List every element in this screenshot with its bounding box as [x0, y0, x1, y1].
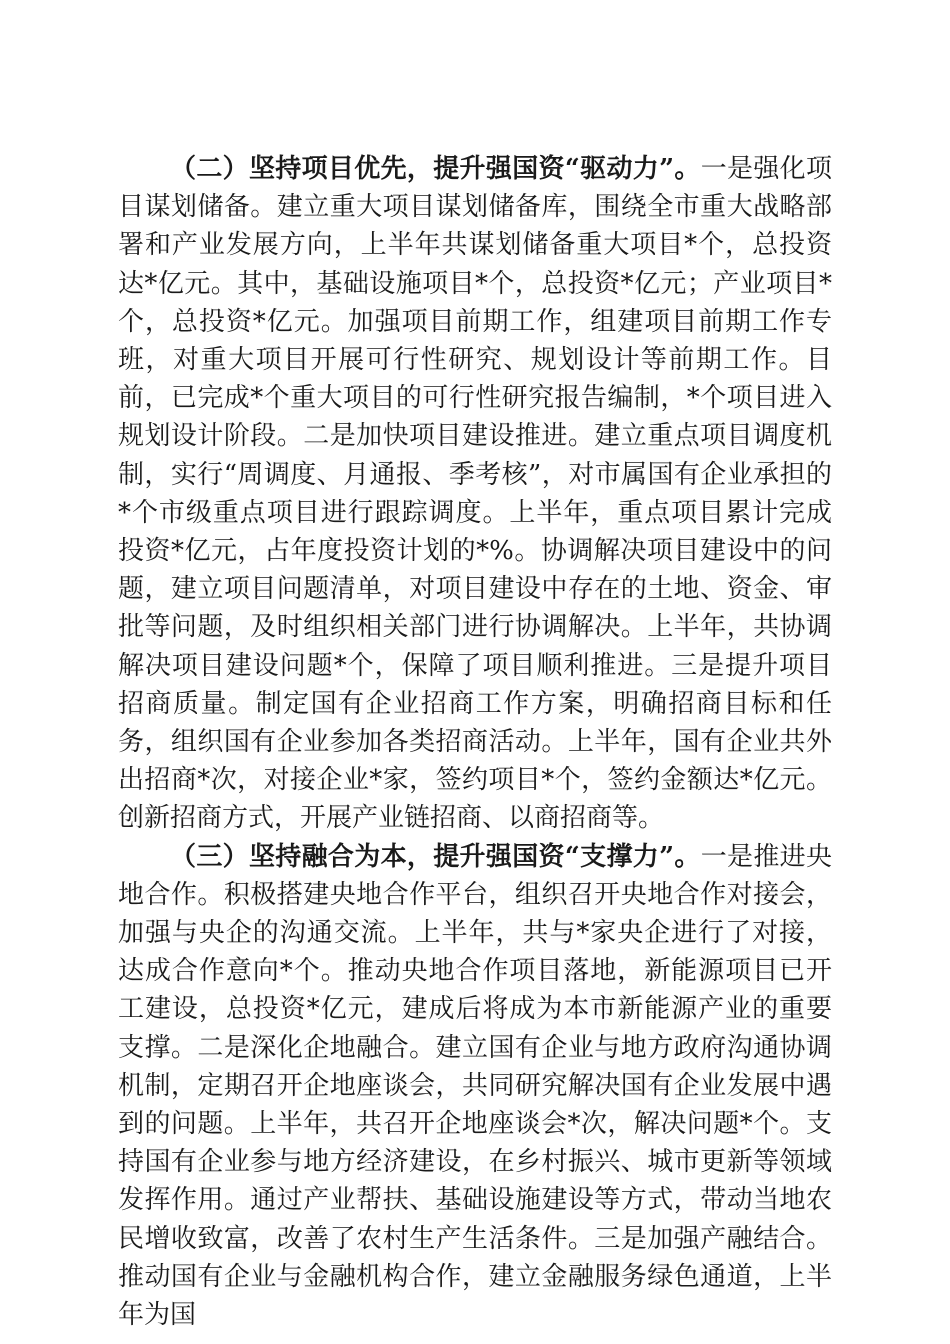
- paragraph-text: 一是推进央地合作。积极搭建央地合作平台，组织召开央地合作对接会，加强与央企的沟通交流。上半年，共与*家央企进行了对接，达成合作意向*个。推动央地合作项目落地，新能源项目已开工建设，总投资*亿元，建成后将成为本市新能源产业的重要支撑。二是深化企地融合。建立国有企业与地方政府沟通协调机制，定期召开企地座谈会，共同研究解决国有企业发展中遇到的问题。上半年，共召开企地座谈会*次，解决问题*个。支持国有企业参与地方经济建设，在乡村振兴、城市更新等领域发挥作用。通过产业帮扶、基础设施建设等方式，带动当地农民增收致富，改善了农村生产生活条件。三是加强产融结合。推动国有企业与金融机构合作，建立金融服务绿色通道，上半年为国: [118, 841, 832, 1331]
- paragraph-integration: [118, 838, 832, 1335]
- paragraph-project-priority: [118, 150, 832, 838]
- paragraph-text: 一是强化项目谋划储备。建立重大项目谋划储备库，围绕全市重大战略部署和产业发展方向，上半年共谋划储备重大项目*个，总投资达*亿元。其中，基础设施项目*个，总投资*亿元；产业项目*个，总投资*亿元。加强项目前期工作，组建项目前期工作专班，对重大项目开展可行性研究、规划设计等前期工作。目前，已完成*个重大项目的可行性研究报告编制，*个项目进入规划设计阶段。二是加快项目建设推进。建立重点项目调度机制，实行“周调度、月通报、季考核”，对市属国有企业承担的*个市级重点项目进行跟踪调度。上半年，重点项目累计完成投资*亿元，占年度投资计划的*%。协调解决项目建设中的问题，建立项目问题清单，对项目建设中存在的土地、资金、审批等问题，及时组织相关部门进行协调解决。上半年，共协调解决项目建设问题*个，保障了项目顺利推进。三是提升项目招商质量。制定国有企业招商工作方案，明确招商目标和任务，组织国有企业参加各类招商活动。上半年，国有企业共外出招商*次，对接企业*家，签约项目*个，签约金额达*亿元。创新招商方式，开展产业链招商、以商招商等。: [118, 154, 832, 834]
- document-body: [118, 150, 832, 1334]
- paragraph-heading: （二）坚持项目优先，提升强国资“驱动力”。: [170, 154, 701, 184]
- paragraph-heading: （三）坚持融合为本，提升强国资“支撑力”。: [170, 841, 701, 872]
